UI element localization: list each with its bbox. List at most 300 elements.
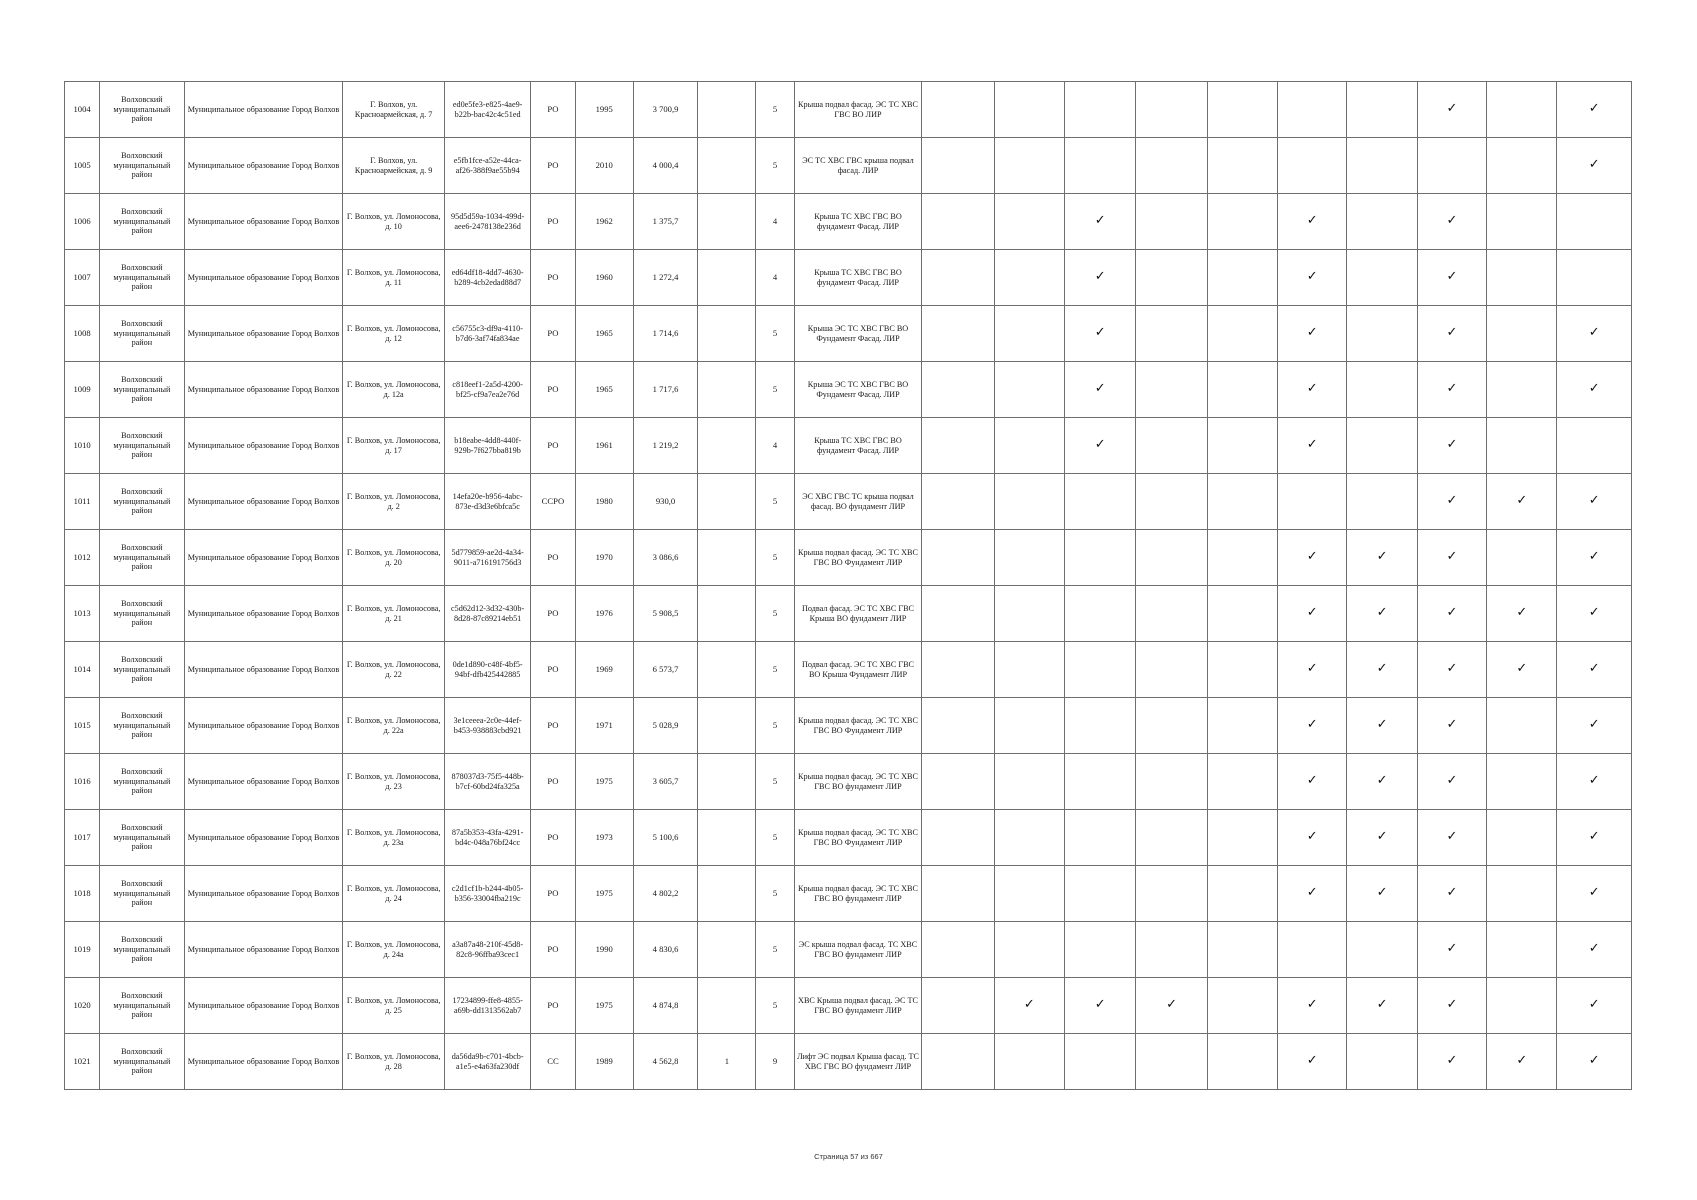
work-flag-cell (994, 530, 1064, 586)
build-year-cell: 1973 (575, 810, 633, 866)
row-number: 1021 (65, 1034, 100, 1090)
district-cell: Волховский муниципальный район (100, 138, 184, 194)
build-year-cell: 1971 (575, 698, 633, 754)
row-number: 1006 (65, 194, 100, 250)
work-flag-cell (1065, 642, 1136, 698)
guid-cell: 14efa20e-b956-4abc-873e-d3d3e6bfca5c (444, 474, 530, 530)
guid-cell: b18eabe-4dd8-440f-929b-7f627bba819b (444, 418, 530, 474)
work-flag-cell (1487, 418, 1557, 474)
check-mark-icon: ✓ (1347, 586, 1417, 642)
fund-type-cell: РО (531, 250, 575, 306)
district-cell: Волховский муниципальный район (100, 586, 184, 642)
area-cell: 6 573,7 (633, 642, 697, 698)
work-flag-cell (1347, 306, 1417, 362)
table-row (65, 866, 1632, 922)
work-flag-cell (1136, 810, 1207, 866)
build-year-cell: 1990 (575, 922, 633, 978)
works-list-cell: Крыша ЭС ТС ХВС ГВС ВО Фундамент Фасад. ЛИР (794, 362, 922, 418)
extra-cell (698, 194, 756, 250)
build-year-cell: 1989 (575, 1034, 633, 1090)
work-flag-cell (1207, 250, 1277, 306)
floors-cell: 5 (756, 82, 794, 138)
work-flag-cell (922, 586, 994, 642)
row-number: 1019 (65, 922, 100, 978)
works-list-cell: Крыша подвал фасад. ЭС ТС ХВС ГВС ВО Фундамент ЛИР (794, 698, 922, 754)
work-flag-cell (1065, 810, 1136, 866)
municipality-cell: Муниципальное образование Город Волхов (184, 418, 343, 474)
works-list-cell: Крыша подвал фасад. ЭС ТС ХВС ГВС ВО фундамент ЛИР (794, 754, 922, 810)
check-mark-icon: ✓ (1557, 530, 1632, 586)
guid-cell: 0de1d890-c48f-4bf5-94bf-dfb425442885 (444, 642, 530, 698)
fund-type-cell: РО (531, 82, 575, 138)
work-flag-cell (922, 250, 994, 306)
work-flag-cell (922, 418, 994, 474)
check-mark-icon: ✓ (1417, 82, 1486, 138)
work-flag-cell (1207, 922, 1277, 978)
check-mark-icon: ✓ (1278, 530, 1347, 586)
work-flag-cell (1487, 82, 1557, 138)
check-mark-icon: ✓ (1347, 978, 1417, 1034)
work-flag-cell (1136, 418, 1207, 474)
work-flag-cell (922, 530, 994, 586)
works-list-cell: Подвал фасад. ЭС ТС ХВС ГВС Крыша ВО фундамент ЛИР (794, 586, 922, 642)
check-mark-icon: ✓ (1557, 642, 1632, 698)
table-row (65, 754, 1632, 810)
check-mark-icon: ✓ (1347, 810, 1417, 866)
check-mark-icon: ✓ (1347, 530, 1417, 586)
table-row (65, 418, 1632, 474)
work-flag-cell (922, 138, 994, 194)
row-number: 1013 (65, 586, 100, 642)
work-flag-cell (1065, 698, 1136, 754)
check-mark-icon: ✓ (1278, 642, 1347, 698)
municipality-cell: Муниципальное образование Город Волхов (184, 530, 343, 586)
work-flag-cell (994, 250, 1064, 306)
works-list-cell: Подвал фасад. ЭС ТС ХВС ГВС ВО Крыша Фундамент ЛИР (794, 642, 922, 698)
extra-cell: 1 (698, 1034, 756, 1090)
table-row (65, 586, 1632, 642)
check-mark-icon: ✓ (1347, 698, 1417, 754)
address-cell: Г. Волхов, ул. Ломоносова, д. 28 (343, 1034, 445, 1090)
work-flag-cell (1207, 194, 1277, 250)
check-mark-icon: ✓ (1065, 418, 1136, 474)
work-flag-cell (922, 754, 994, 810)
check-mark-icon: ✓ (1417, 754, 1486, 810)
extra-cell (698, 250, 756, 306)
works-list-cell: ЭС ТС ХВС ГВС крыша подвал фасад. ЛИР (794, 138, 922, 194)
work-flag-cell (1136, 250, 1207, 306)
work-flag-cell (1207, 1034, 1277, 1090)
work-flag-cell (994, 922, 1064, 978)
guid-cell: e5fb1fce-a52e-44ca-af26-388f9ae55b94 (444, 138, 530, 194)
work-flag-cell (1136, 362, 1207, 418)
district-cell: Волховский муниципальный район (100, 250, 184, 306)
work-flag-cell (1065, 586, 1136, 642)
check-mark-icon: ✓ (1347, 866, 1417, 922)
check-mark-icon: ✓ (1065, 306, 1136, 362)
work-flag-cell (922, 194, 994, 250)
table-row (65, 698, 1632, 754)
floors-cell: 4 (756, 250, 794, 306)
work-flag-cell (1136, 642, 1207, 698)
area-cell: 3 700,9 (633, 82, 697, 138)
work-flag-cell (1136, 530, 1207, 586)
works-list-cell: Крыша подвал фасад. ЭС ТС ХВС ГВС ВО Фундамент ЛИР (794, 530, 922, 586)
municipality-cell: Муниципальное образование Город Волхов (184, 138, 343, 194)
area-cell: 1 272,4 (633, 250, 697, 306)
fund-type-cell: РО (531, 866, 575, 922)
check-mark-icon: ✓ (1065, 194, 1136, 250)
address-cell: Г. Волхов, ул. Красноармейская, д. 7 (343, 82, 445, 138)
check-mark-icon: ✓ (1278, 810, 1347, 866)
check-mark-icon: ✓ (1557, 698, 1632, 754)
guid-cell: 5d779859-ae2d-4a34-9011-a716191756d3 (444, 530, 530, 586)
works-list-cell: Крыша ТС ХВС ГВС ВО фундамент Фасад. ЛИР (794, 250, 922, 306)
address-cell: Г. Волхов, ул. Ломоносова, д. 2 (343, 474, 445, 530)
floors-cell: 5 (756, 362, 794, 418)
check-mark-icon: ✓ (1557, 978, 1632, 1034)
floors-cell: 5 (756, 754, 794, 810)
check-mark-icon: ✓ (1278, 194, 1347, 250)
work-flag-cell (1487, 530, 1557, 586)
extra-cell (698, 362, 756, 418)
build-year-cell: 1962 (575, 194, 633, 250)
table-row (65, 642, 1632, 698)
municipality-cell: Муниципальное образование Город Волхов (184, 1034, 343, 1090)
address-cell: Г. Волхов, ул. Ломоносова, д. 11 (343, 250, 445, 306)
work-flag-cell (1136, 194, 1207, 250)
municipality-cell: Муниципальное образование Город Волхов (184, 978, 343, 1034)
check-mark-icon: ✓ (1557, 586, 1632, 642)
guid-cell: 17234899-ffe8-4855-a69b-dd1313562ab7 (444, 978, 530, 1034)
housing-register-table (64, 81, 1632, 1090)
work-flag-cell (1278, 138, 1347, 194)
table-row (65, 978, 1632, 1034)
work-flag-cell (922, 82, 994, 138)
municipality-cell: Муниципальное образование Город Волхов (184, 586, 343, 642)
district-cell: Волховский муниципальный район (100, 754, 184, 810)
work-flag-cell (922, 978, 994, 1034)
check-mark-icon: ✓ (1065, 250, 1136, 306)
works-list-cell: Крыша ТС ХВС ГВС ВО фундамент Фасад. ЛИР (794, 418, 922, 474)
work-flag-cell (1347, 1034, 1417, 1090)
municipality-cell: Муниципальное образование Город Волхов (184, 642, 343, 698)
work-flag-cell (994, 698, 1064, 754)
work-flag-cell (1487, 250, 1557, 306)
check-mark-icon: ✓ (1557, 810, 1632, 866)
check-mark-icon: ✓ (1065, 978, 1136, 1034)
work-flag-cell (1487, 194, 1557, 250)
fund-type-cell: РО (531, 586, 575, 642)
check-mark-icon: ✓ (1417, 306, 1486, 362)
guid-cell: c56755c3-df9a-4110-b7d6-3af74fa834ae (444, 306, 530, 362)
check-mark-icon: ✓ (1136, 978, 1207, 1034)
table-row (65, 306, 1632, 362)
work-flag-cell (1347, 82, 1417, 138)
work-flag-cell (1207, 530, 1277, 586)
table-row (65, 922, 1632, 978)
works-list-cell: Крыша подвал фасад. ЭС ТС ХВС ГВС ВО ЛИР (794, 82, 922, 138)
work-flag-cell (1136, 474, 1207, 530)
district-cell: Волховский муниципальный район (100, 698, 184, 754)
district-cell: Волховский муниципальный район (100, 82, 184, 138)
work-flag-cell (1207, 642, 1277, 698)
floors-cell: 5 (756, 642, 794, 698)
area-cell: 4 802,2 (633, 866, 697, 922)
check-mark-icon: ✓ (1417, 250, 1486, 306)
work-flag-cell (994, 866, 1064, 922)
area-cell: 5 908,5 (633, 586, 697, 642)
floors-cell: 5 (756, 306, 794, 362)
table-row (65, 530, 1632, 586)
work-flag-cell (1065, 922, 1136, 978)
municipality-cell: Муниципальное образование Город Волхов (184, 250, 343, 306)
works-list-cell: Лифт ЭС подвал Крыша фасад. ТС ХВС ГВС ВО фундамент ЛИР (794, 1034, 922, 1090)
work-flag-cell (922, 362, 994, 418)
works-list-cell: ЭС ХВС ГВС ТС крыша подвал фасад. ВО фундамент ЛИР (794, 474, 922, 530)
guid-cell: a3a87a48-210f-45d8-82c8-96ffba93cec1 (444, 922, 530, 978)
row-number: 1007 (65, 250, 100, 306)
district-cell: Волховский муниципальный район (100, 1034, 184, 1090)
build-year-cell: 1969 (575, 642, 633, 698)
works-list-cell: Крыша ТС ХВС ГВС ВО фундамент Фасад. ЛИР (794, 194, 922, 250)
build-year-cell: 1960 (575, 250, 633, 306)
row-number: 1015 (65, 698, 100, 754)
work-flag-cell (1136, 922, 1207, 978)
area-cell: 5 028,9 (633, 698, 697, 754)
row-number: 1016 (65, 754, 100, 810)
floors-cell: 5 (756, 530, 794, 586)
work-flag-cell (1487, 810, 1557, 866)
check-mark-icon: ✓ (1417, 922, 1486, 978)
guid-cell: c5d62d12-3d32-430b-8d28-87c89214eb51 (444, 586, 530, 642)
build-year-cell: 1975 (575, 978, 633, 1034)
check-mark-icon: ✓ (1557, 82, 1632, 138)
check-mark-icon: ✓ (1278, 978, 1347, 1034)
row-number: 1009 (65, 362, 100, 418)
work-flag-cell (994, 1034, 1064, 1090)
work-flag-cell (1557, 194, 1632, 250)
extra-cell (698, 866, 756, 922)
fund-type-cell: РО (531, 698, 575, 754)
floors-cell: 5 (756, 474, 794, 530)
work-flag-cell (1207, 362, 1277, 418)
area-cell: 1 219,2 (633, 418, 697, 474)
area-cell: 4 562,8 (633, 1034, 697, 1090)
extra-cell (698, 978, 756, 1034)
work-flag-cell (1207, 698, 1277, 754)
fund-type-cell: РО (531, 194, 575, 250)
check-mark-icon: ✓ (1417, 530, 1486, 586)
build-year-cell: 1961 (575, 418, 633, 474)
extra-cell (698, 586, 756, 642)
work-flag-cell (1207, 138, 1277, 194)
guid-cell: ed0e5fe3-e825-4ae9-b22b-bac42c4c51ed (444, 82, 530, 138)
municipality-cell: Муниципальное образование Город Волхов (184, 698, 343, 754)
check-mark-icon: ✓ (1487, 474, 1557, 530)
work-flag-cell (1207, 306, 1277, 362)
extra-cell (698, 530, 756, 586)
work-flag-cell (994, 474, 1064, 530)
check-mark-icon: ✓ (1417, 586, 1486, 642)
build-year-cell: 1976 (575, 586, 633, 642)
work-flag-cell (922, 698, 994, 754)
check-mark-icon: ✓ (1278, 306, 1347, 362)
check-mark-icon: ✓ (1417, 978, 1486, 1034)
address-cell: Г. Волхов, ул. Ломоносова, д. 22а (343, 698, 445, 754)
table-row (65, 810, 1632, 866)
area-cell: 3 086,6 (633, 530, 697, 586)
work-flag-cell (1207, 82, 1277, 138)
work-flag-cell (1557, 250, 1632, 306)
work-flag-cell (994, 754, 1064, 810)
address-cell: Г. Волхов, ул. Ломоносова, д. 10 (343, 194, 445, 250)
work-flag-cell (1065, 530, 1136, 586)
work-flag-cell (1347, 362, 1417, 418)
build-year-cell: 1965 (575, 362, 633, 418)
area-cell: 4 000,4 (633, 138, 697, 194)
works-list-cell: ЭС крыша подвал фасад. ТС ХВС ГВС ВО фундамент ЛИР (794, 922, 922, 978)
work-flag-cell (922, 306, 994, 362)
work-flag-cell (1347, 922, 1417, 978)
build-year-cell: 1995 (575, 82, 633, 138)
fund-type-cell: ССРО (531, 474, 575, 530)
build-year-cell: 1965 (575, 306, 633, 362)
floors-cell: 5 (756, 586, 794, 642)
row-number: 1017 (65, 810, 100, 866)
check-mark-icon: ✓ (1557, 1034, 1632, 1090)
work-flag-cell (1065, 754, 1136, 810)
work-flag-cell (994, 82, 1064, 138)
fund-type-cell: РО (531, 642, 575, 698)
fund-type-cell: РО (531, 138, 575, 194)
work-flag-cell (922, 642, 994, 698)
check-mark-icon: ✓ (1557, 362, 1632, 418)
check-mark-icon: ✓ (1065, 362, 1136, 418)
page-number-footer: Страница 57 из 667 (814, 1152, 883, 1161)
work-flag-cell (922, 866, 994, 922)
area-cell: 4 830,6 (633, 922, 697, 978)
work-flag-cell (1207, 978, 1277, 1034)
table-row (65, 1034, 1632, 1090)
check-mark-icon: ✓ (1557, 306, 1632, 362)
work-flag-cell (1136, 138, 1207, 194)
work-flag-cell (1278, 82, 1347, 138)
work-flag-cell (1065, 866, 1136, 922)
area-cell: 4 874,8 (633, 978, 697, 1034)
work-flag-cell (1278, 474, 1347, 530)
work-flag-cell (1347, 194, 1417, 250)
extra-cell (698, 922, 756, 978)
guid-cell: 878037d3-75f5-448b-b7cf-60bd24fa325a (444, 754, 530, 810)
fund-type-cell: РО (531, 978, 575, 1034)
work-flag-cell (1487, 866, 1557, 922)
municipality-cell: Муниципальное образование Город Волхов (184, 922, 343, 978)
table-row (65, 474, 1632, 530)
address-cell: Г. Волхов, ул. Ломоносова, д. 21 (343, 586, 445, 642)
work-flag-cell (1487, 698, 1557, 754)
work-flag-cell (994, 138, 1064, 194)
check-mark-icon: ✓ (1347, 754, 1417, 810)
district-cell: Волховский муниципальный район (100, 418, 184, 474)
work-flag-cell (922, 810, 994, 866)
floors-cell: 5 (756, 698, 794, 754)
check-mark-icon: ✓ (1417, 194, 1486, 250)
municipality-cell: Муниципальное образование Город Волхов (184, 474, 343, 530)
address-cell: Г. Волхов, ул. Ломоносова, д. 22 (343, 642, 445, 698)
works-list-cell: ХВС Крыша подвал фасад. ЭС ТС ГВС ВО фундамент ЛИР (794, 978, 922, 1034)
table-row (65, 250, 1632, 306)
address-cell: Г. Волхов, ул. Ломоносова, д. 23а (343, 810, 445, 866)
work-flag-cell (994, 306, 1064, 362)
check-mark-icon: ✓ (1347, 642, 1417, 698)
check-mark-icon: ✓ (1487, 642, 1557, 698)
guid-cell: c2d1cf1b-b244-4b05-b356-33004fba219c (444, 866, 530, 922)
work-flag-cell (1136, 306, 1207, 362)
floors-cell: 5 (756, 866, 794, 922)
row-number: 1020 (65, 978, 100, 1034)
check-mark-icon: ✓ (1487, 586, 1557, 642)
work-flag-cell (1136, 866, 1207, 922)
work-flag-cell (1278, 922, 1347, 978)
work-flag-cell (1207, 866, 1277, 922)
check-mark-icon: ✓ (1487, 1034, 1557, 1090)
municipality-cell: Муниципальное образование Город Волхов (184, 306, 343, 362)
address-cell: Г. Волхов, ул. Ломоносова, д. 24 (343, 866, 445, 922)
work-flag-cell (1065, 474, 1136, 530)
district-cell: Волховский муниципальный район (100, 474, 184, 530)
extra-cell (698, 82, 756, 138)
floors-cell: 9 (756, 1034, 794, 1090)
district-cell: Волховский муниципальный район (100, 810, 184, 866)
table-row (65, 82, 1632, 138)
work-flag-cell (1136, 82, 1207, 138)
work-flag-cell (1136, 754, 1207, 810)
check-mark-icon: ✓ (1417, 1034, 1486, 1090)
check-mark-icon: ✓ (1557, 138, 1632, 194)
floors-cell: 5 (756, 978, 794, 1034)
work-flag-cell (1487, 138, 1557, 194)
check-mark-icon: ✓ (994, 978, 1064, 1034)
municipality-cell: Муниципальное образование Город Волхов (184, 810, 343, 866)
district-cell: Волховский муниципальный район (100, 866, 184, 922)
row-number: 1010 (65, 418, 100, 474)
work-flag-cell (922, 1034, 994, 1090)
area-cell: 1 717,6 (633, 362, 697, 418)
municipality-cell: Муниципальное образование Город Волхов (184, 82, 343, 138)
address-cell: Г. Волхов, ул. Ломоносова, д. 20 (343, 530, 445, 586)
extra-cell (698, 754, 756, 810)
area-cell: 3 605,7 (633, 754, 697, 810)
municipality-cell: Муниципальное образование Город Волхов (184, 194, 343, 250)
check-mark-icon: ✓ (1417, 698, 1486, 754)
check-mark-icon: ✓ (1417, 362, 1486, 418)
check-mark-icon: ✓ (1557, 754, 1632, 810)
guid-cell: 95d5d59a-1034-499d-aee6-2478138e236d (444, 194, 530, 250)
build-year-cell: 1975 (575, 866, 633, 922)
work-flag-cell (1487, 978, 1557, 1034)
table-row (65, 138, 1632, 194)
address-cell: Г. Волхов, ул. Ломоносова, д. 24а (343, 922, 445, 978)
work-flag-cell (1347, 474, 1417, 530)
address-cell: Г. Волхов, ул. Красноармейская, д. 9 (343, 138, 445, 194)
row-number: 1004 (65, 82, 100, 138)
work-flag-cell (994, 586, 1064, 642)
district-cell: Волховский муниципальный район (100, 530, 184, 586)
municipality-cell: Муниципальное образование Город Волхов (184, 754, 343, 810)
work-flag-cell (1347, 138, 1417, 194)
row-number: 1005 (65, 138, 100, 194)
